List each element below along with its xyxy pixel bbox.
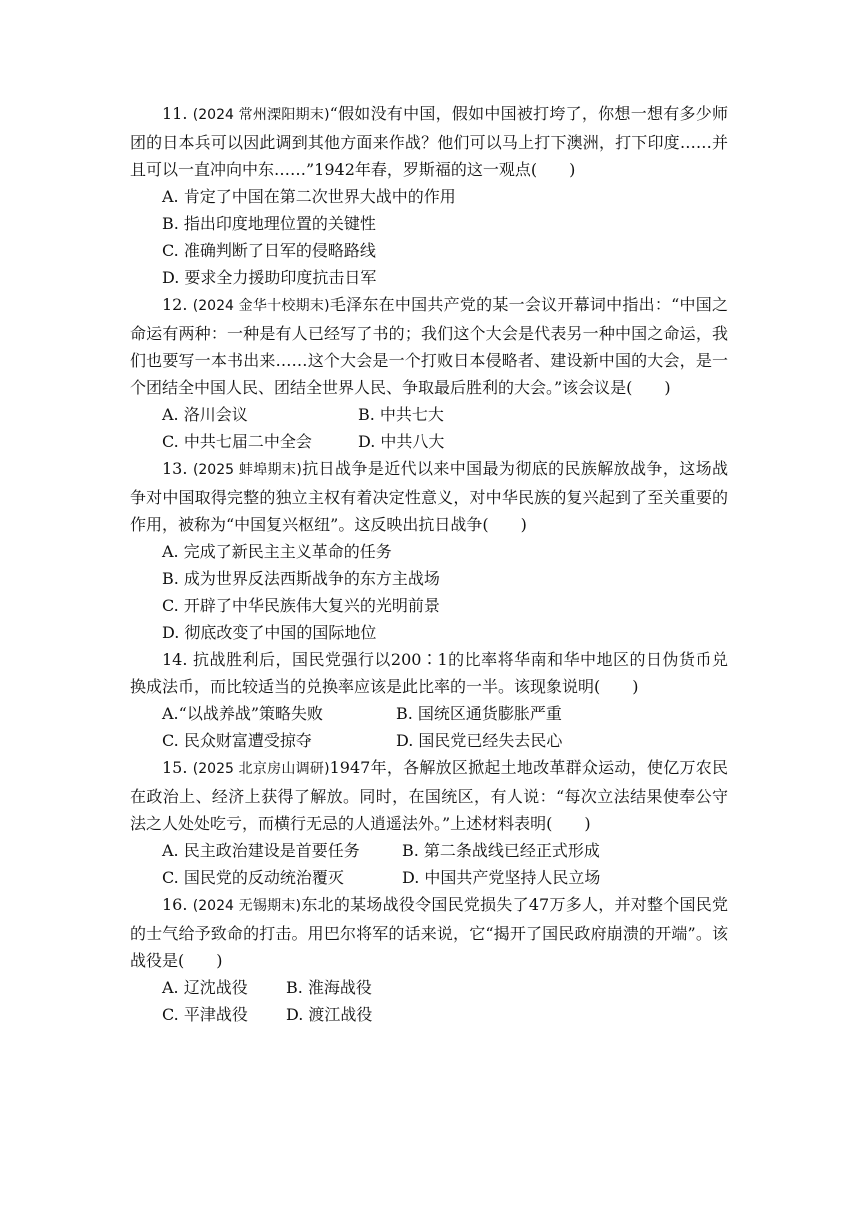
- option-b: B. 国统区通货膨胀严重: [396, 704, 562, 723]
- options-row: [162, 837, 728, 864]
- options-row: [162, 1001, 728, 1028]
- question-page: [130, 100, 728, 1028]
- question-13: [130, 455, 728, 646]
- question-text: 抗日战争是近代以来中国最为彻底的民族解放战争，这场战争对中国取得完整的独立主权有着决定性意义，对中华民族的复兴起到了至关重要的作用，被称为“中国复兴枢纽”。这反映出抗日战争( ): [130, 459, 728, 534]
- option-c: C. 开辟了中华民族伟大复兴的光明前景: [162, 596, 440, 615]
- option-d: D. 中共八大: [358, 432, 445, 451]
- question-source: (2024 无锡期末): [192, 898, 302, 914]
- option-a: A. 洛川会议: [162, 405, 248, 424]
- question-source: (2025 蚌埠期末): [192, 462, 302, 478]
- option-a: A. 民主政治建设是首要任务: [162, 841, 360, 860]
- question-stem: [130, 891, 728, 974]
- option-b: B. 指出印度地理位置的关键性: [162, 214, 376, 233]
- question-number: 14.: [162, 650, 188, 669]
- question-text: 1947年，各解放区掀起土地改革群众运动，使亿万农民在政治上、经济上获得了解放。同时，在国统区，有人说：“每次立法结果使奉公守法之人处处吃亏，而横行无忌的人逍遥法外。”上述材料表明( ): [130, 758, 728, 833]
- option-d: D. 渡江战役: [286, 1005, 373, 1024]
- question-source: (2024 常州溧阳期末): [192, 107, 330, 123]
- question-text: 抗战胜利后，国民党强行以200∶1的比率将华南和华中地区的日伪货币兑换成法币，而比较适当的兑换率应该是此比率的一半。该现象说明( ): [130, 650, 728, 696]
- question-15: [130, 754, 728, 891]
- question-number: 13.: [162, 459, 188, 478]
- option-b: B. 中共七大: [358, 405, 444, 424]
- question-stem: [130, 291, 728, 401]
- question-number: 16.: [162, 895, 188, 914]
- question-stem: [130, 646, 728, 700]
- question-number: 11.: [162, 104, 188, 123]
- option-c: C. 中共七届二中全会: [162, 432, 312, 451]
- question-stem: [130, 754, 728, 837]
- question-16: [130, 891, 728, 1028]
- option-b: B. 成为世界反法西斯战争的东方主战场: [162, 569, 440, 588]
- question-11: [130, 100, 728, 291]
- option-a: A.“以战养战”策略失败: [162, 704, 324, 723]
- question-source: (2025 北京房山调研): [192, 761, 330, 777]
- options-row: [162, 864, 728, 891]
- option-b: B. 第二条战线已经正式形成: [402, 841, 600, 860]
- option-a: A. 辽沈战役: [162, 978, 248, 997]
- options-row: [162, 700, 728, 727]
- question-14: [130, 646, 728, 754]
- option-a: A. 完成了新民主主义革命的任务: [162, 542, 392, 561]
- option-c: C. 准确判断了日军的侵略路线: [162, 241, 376, 260]
- option-c: C. 平津战役: [162, 1005, 248, 1024]
- option-b: B. 淮海战役: [286, 978, 372, 997]
- options-row: [162, 428, 728, 455]
- options-row: [162, 401, 728, 428]
- options-row: [162, 727, 728, 754]
- option-d: D. 彻底改变了中国的国际地位: [162, 623, 377, 642]
- option-a: A. 肯定了中国在第二次世界大战中的作用: [162, 187, 456, 206]
- question-number: 15.: [162, 758, 188, 777]
- question-stem: [130, 455, 728, 538]
- question-text: “假如没有中国，假如中国被打垮了，你想一想有多少师团的日本兵可以因此调到其他方面来作战？他们可以马上打下澳洲，打下印度……并且可以一直冲向中东……”1942年春，罗斯福的这一观点( ): [130, 104, 728, 179]
- question-text: 东北的某场战役令国民党损失了47万多人，并对整个国民党的士气给予致命的打击。用巴尔将军的话来说，它“揭开了国民政府崩溃的开端”。该战役是( ): [130, 895, 728, 970]
- question-text: 毛泽东在中国共产党的某一会议开幕词中指出：“中国之命运有两种：一种是有人已经写了书的；我们这个大会是代表另一种中国之命运，我们也要写一本书出来……这个大会是一个打败日本侵略者、建设新中国的大会，是一个团结全中国人民、团结全世界人民、争取最后胜利的大会。”该会议是( ): [130, 295, 728, 397]
- option-c: C. 国民党的反动统治覆灭: [162, 868, 344, 887]
- option-c: C. 民众财富遭受掠夺: [162, 731, 312, 750]
- question-stem: [130, 100, 728, 183]
- question-number: 12.: [162, 295, 188, 314]
- option-d: D. 要求全力援助印度抗击日军: [162, 268, 377, 287]
- option-d: D. 国民党已经失去民心: [396, 731, 563, 750]
- question-source: (2024 金华十校期末): [192, 298, 330, 314]
- option-d: D. 中国共产党坚持人民立场: [402, 868, 601, 887]
- question-12: [130, 291, 728, 455]
- options-row: [162, 974, 728, 1001]
